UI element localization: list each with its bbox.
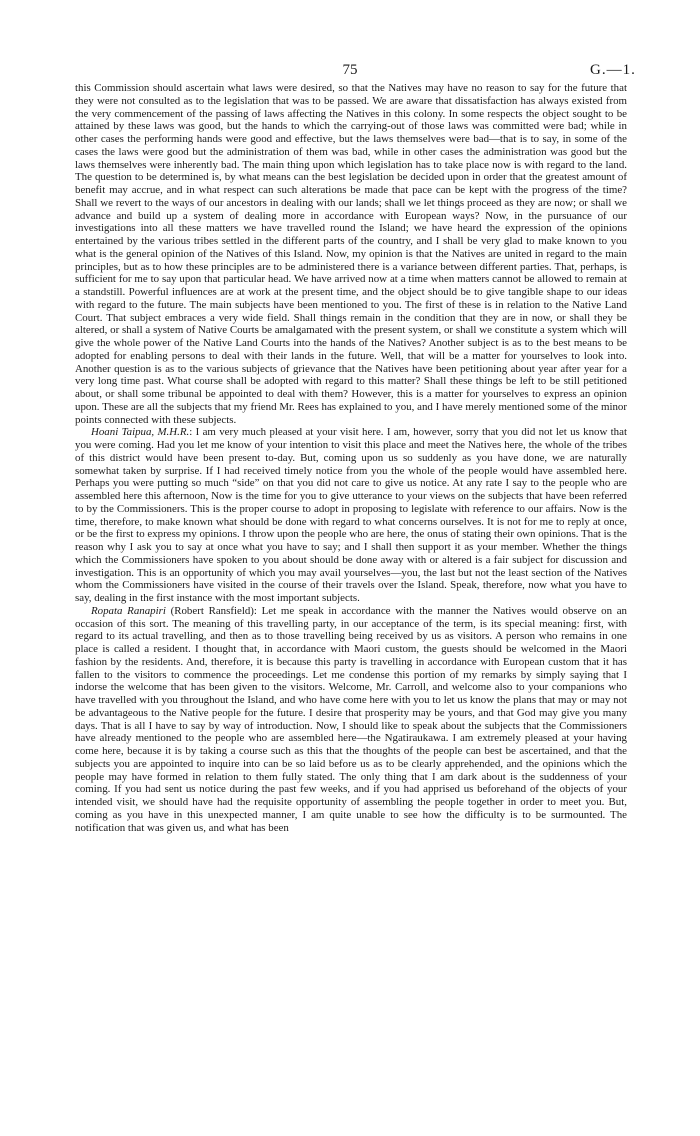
- paragraph-text: this Commission should ascertain what laws were desired, so that the Natives may have no reason to say for the future that they were not consulted as to the legislation that was to be passed. We are aware that dissatisfaction has always existed from the very commencement of the passing of laws affecting the Natives in this colony. In some respects the object sought to be attained by these laws was good, but the hands to which the carrying-out of those laws was committed were bad; while in other cases the performing hands were good and effective, but the laws themselves were bad—that is to say, in some of the cases the laws were good but the administration of them was bad, while in other cases the administration was good but the laws themselves were inherently bad. The main thing upon which legislation has to take place now is with regard to the land. The question to be determined is, by what means can the best legislation be decided upon in order that the greatest amount of benefit may accrue, and in what respect can such alterations be made that pace can be kept with the progress of the time? Shall we revert to the ways of our ancestors in dealing with our lands; shall we let things proceed as they are now; or shall we advance and build up a system of dealing more in accordance with European ways? Now, in the pursuance of our investigations into all these matters we have travelled round the Island; we have heard the expression of the opinions entertained by the various tribes settled in the different parts of the country, and I shall be very glad to make known to you what is the general opinion of the Natives of this Island. Now, my opinion is that the Natives are united in regard to the main principles, but as to how these principles are to be administered there is a variance between different parties. That, perhaps, is sufficient for me to say upon that particular head. We have arrived now at a time when matters cannot be allowed to remain at a standstill. Powerful influences are at work at the present time, and the object should be to give tangible shape to our ideas with regard to the future. The main subjects have been mentioned to you. The first of these is in relation to the Native Land Court. That subject embraces a very wide field. Shall things remain in the condition that they are in now, or shall they be altered, or shall a system of Native Courts be amalgamated with the present system, or shall we constitute a system which will give the whole power of the Native Land Courts into the hands of the Natives? Another subject is as to the best means to be adopted for enabling persons to deal with their lands in the future. Well, that will be a matter for yourselves to look into. Another question is as to the various subjects of grievance that the Natives have been petitioning about year after year for a very long time past. What course shall be adopted with regard to this matter? Shall these things be left to be still petitioned about, or shall some tribunal be appointed to deal with them? However, this is a matter for yourselves to express an opinion upon. These are all the subjects that my friend Mr. Rees has explained to you, and I have merely mentioned some of the minor points connected with these subjects.: [75, 82, 627, 426]
- paragraph-continuation: [75, 82, 627, 426]
- paragraph-text: : I am very much pleased at your visit here. I am, however, sorry that you did not let us know that you were coming. Had you let me know of your intention to visit this place and meet the Natives here, the whole of the tribes of this district would have been present to-day. But, coming upon us so suddenly as you have done, we are naturally somewhat taken by surprise. If I had received timely notice from you the whole of the people would have assembled here. Perhaps you were putting so much “side” on that you did not care to give us notice. At any rate I say to the people who are assembled here this afternoon, Now is the time for you to give utterance to your views on the subjects that have been referred to by the Commissioners. This is the proper course to adopt in proposing to legislate with reference to our affairs. Now is the time, therefore, to make known what should be done with regard to what concerns ourselves. It is not for me to reply at once, or be the first to express my opinions. I throw upon the people who are here, the onus of stating their own opinions. That is the reason why I ask you to say at once what you have to say; and I shall then support it as your member. Whether the things which the Commissioners have spoken to you about should be done away with or altered is a fair subject for discussion and investigation. This is an opportunity of which you may avail yourselves—you, the last but not the least section of the Natives whom the Commissioners have visited in the course of their travels over the Island. Speak, therefore, now what you have to say, dealing in the first instance with the most important subjects.: [75, 426, 627, 604]
- paragraph-hoani-taipua: [75, 426, 627, 605]
- paragraph-ropata-ranapiri: [75, 605, 627, 835]
- page-number: 75: [342, 62, 358, 78]
- speaker-name: Ropata Ranapiri: [91, 604, 166, 617]
- paragraph-text: (Robert Ransfield): Let me speak in accordance with the manner the Natives would observe on an occasion of this sort. The meaning of this travelling party, in our acceptance of the term, is its special meaning: first, with regard to its actual travelling, and then as to those travelling being received by us as visitors. A person who remains in one place is called a resident. I thought that, in accordance with Maori custom, the guests should be welcomed in the Maori fashion by the residents. And, therefore, it is because this party is travelling in accordance with European custom that it has fallen to the visitors to commence the proceedings. Let me condense this portion of my remarks by simply saying that I indorse the welcome that has been given to the visitors. Welcome, Mr. Carroll, and welcome also to your companions who have travelled with you throughout the Island, and who have come here with you to let us know the plans that may or may not be advantageous to the Native people for the future. I desire that prosperity may be yours, and that God may give you many days. That is all I have to say by way of introduction. Now, I should like to speak about the subjects that the Commissioners have already mentioned to the people who are assembled here—the Ngatiraukawa. I am extremely pleased at your having come here, because it is by taking a course such as this that the thoughts of the people can best be ascertained, and that the subjects you are appointed to inquire into can be so laid before us as to be clearly apprehended, and the opinions which the people may have formed in relation to them fully stated. The only thing that I am dark about is the suddenness of your coming. If you had sent us notice during the past few weeks, and if you had apprised us beforehand of the objects of your intended visit, we should have had the requisite opportunity of assembling the people together in order to meet you. But, coming as you have in this unexpected manner, I am quite unable to see how the difficulty is to be surmounted. The notification that was given us, and what has been: [75, 604, 627, 834]
- document-code: G.—1.: [590, 62, 636, 78]
- speaker-name: Hoani Taipua, M.H.R.: [91, 426, 190, 439]
- body-text: [75, 82, 627, 834]
